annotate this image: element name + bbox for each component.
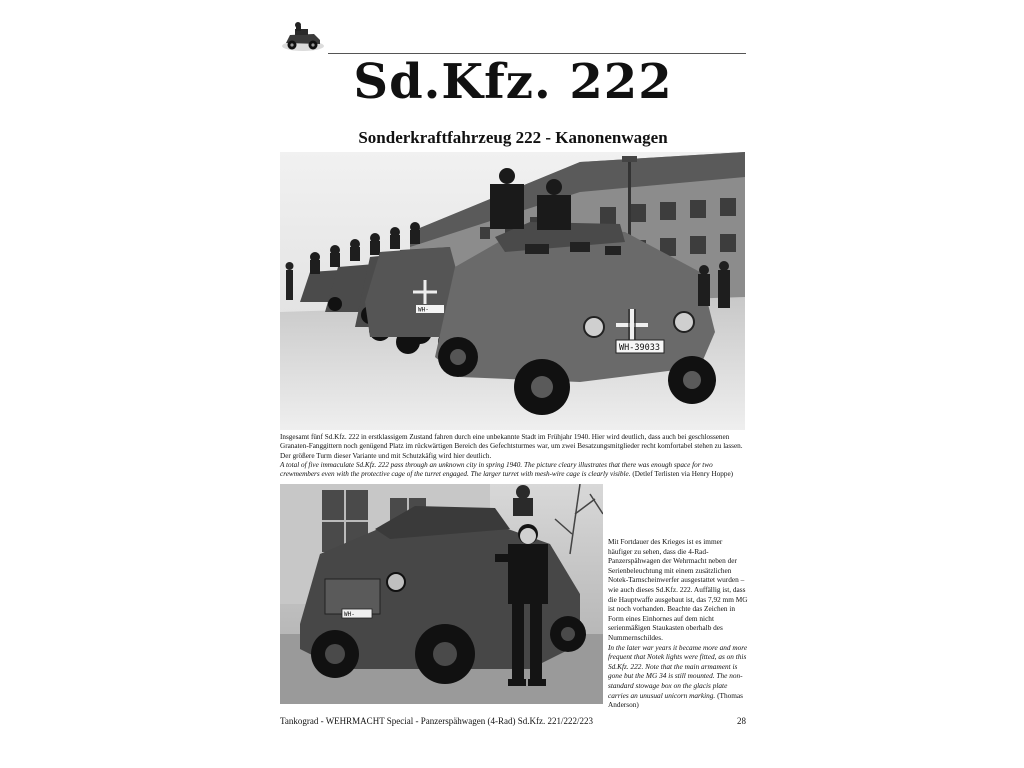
caption-bottom-credit: (Thomas Anderson) xyxy=(608,690,744,710)
caption-bottom-german: Mit Fortdauer des Krieges ist es immer häufiger zu sehen, dass die 4-Rad-Panzerspähwagen der Wehrmacht neben der Serienbeleuchtung mit einem zusätzlichen Notek-Tarnscheinwerfer ausgestattet wurden – wie auch dieses Sd.Kfz. 222. Auffällig ist, dass die Hauptwaffe ausgebaut ist, das 7,92 mm MG ist noch vorhanden. Beachte das Zeichen in Form eines Einhornes auf dem nicht serienmäßigen Staukasten oberhalb des Nummernschildes. xyxy=(608,537,748,642)
photo-soldier-with-vehicle xyxy=(280,484,603,704)
plate-lead-vehicle: WH-39033 xyxy=(619,343,660,353)
page-subtitle: Sonderkraftfahrzeug 222 - Kanonenwagen xyxy=(358,128,668,147)
caption-top-photo xyxy=(280,433,746,479)
armored-car-logo-icon xyxy=(280,16,326,54)
caption-bottom-english xyxy=(608,643,748,710)
plate-second-vehicle: WH- xyxy=(418,306,429,314)
caption-top-english xyxy=(280,461,746,480)
caption-top-english-text: A total of five immaculate Sd.Kfz. 222 pass through an unknown city in spring 1940. The picture cleary illustrates that there was enough space for two crewmembers even with the protective cage of the turret engaged. The larger turret with mesh-wire cage is clearly visible. xyxy=(280,460,713,479)
footer-publication-title: Tankograd - WEHRMACHT Special - Panzerspähwagen (4-Rad) Sd.Kfz. 221/222/223 xyxy=(280,716,593,726)
caption-bottom-english-text: In the later war years it became more and more frequent that Notek lights were fitted, as on this Sd.Kfz. 222. Note that the main armament is gone but the MG 34 is still mounted. The non-standard stowage box on the glacis plate carries an unusual unicorn marking. xyxy=(608,642,748,700)
caption-top-german: Insgesamt fünf Sd.Kfz. 222 in erstklassigem Zustand fahren durch eine unbekannte Stadt im Frühjahr 1940. Hier wird deutlich, dass auch bei geschlossenen Granaten-Fanggittern noch genügend Platz im rückwärtigen Bereich des Gefechtsturmes war, um zwei Besatzungsmitglieder recht komfortabel stehen zu lassen. Der größere Turm dieser Variante und mit Schutzkäfig wird hier deutlich. xyxy=(280,433,743,460)
caption-top-credit: (Detlef Terlisten via Henry Hoppe) xyxy=(632,470,734,479)
page-number: 28 xyxy=(737,716,746,726)
photo-armored-car-column xyxy=(280,152,745,430)
page-title: Sd.Kfz. 222 xyxy=(353,54,673,110)
caption-bottom-photo xyxy=(608,537,748,710)
plate-bottom-vehicle: WH- xyxy=(344,611,355,618)
